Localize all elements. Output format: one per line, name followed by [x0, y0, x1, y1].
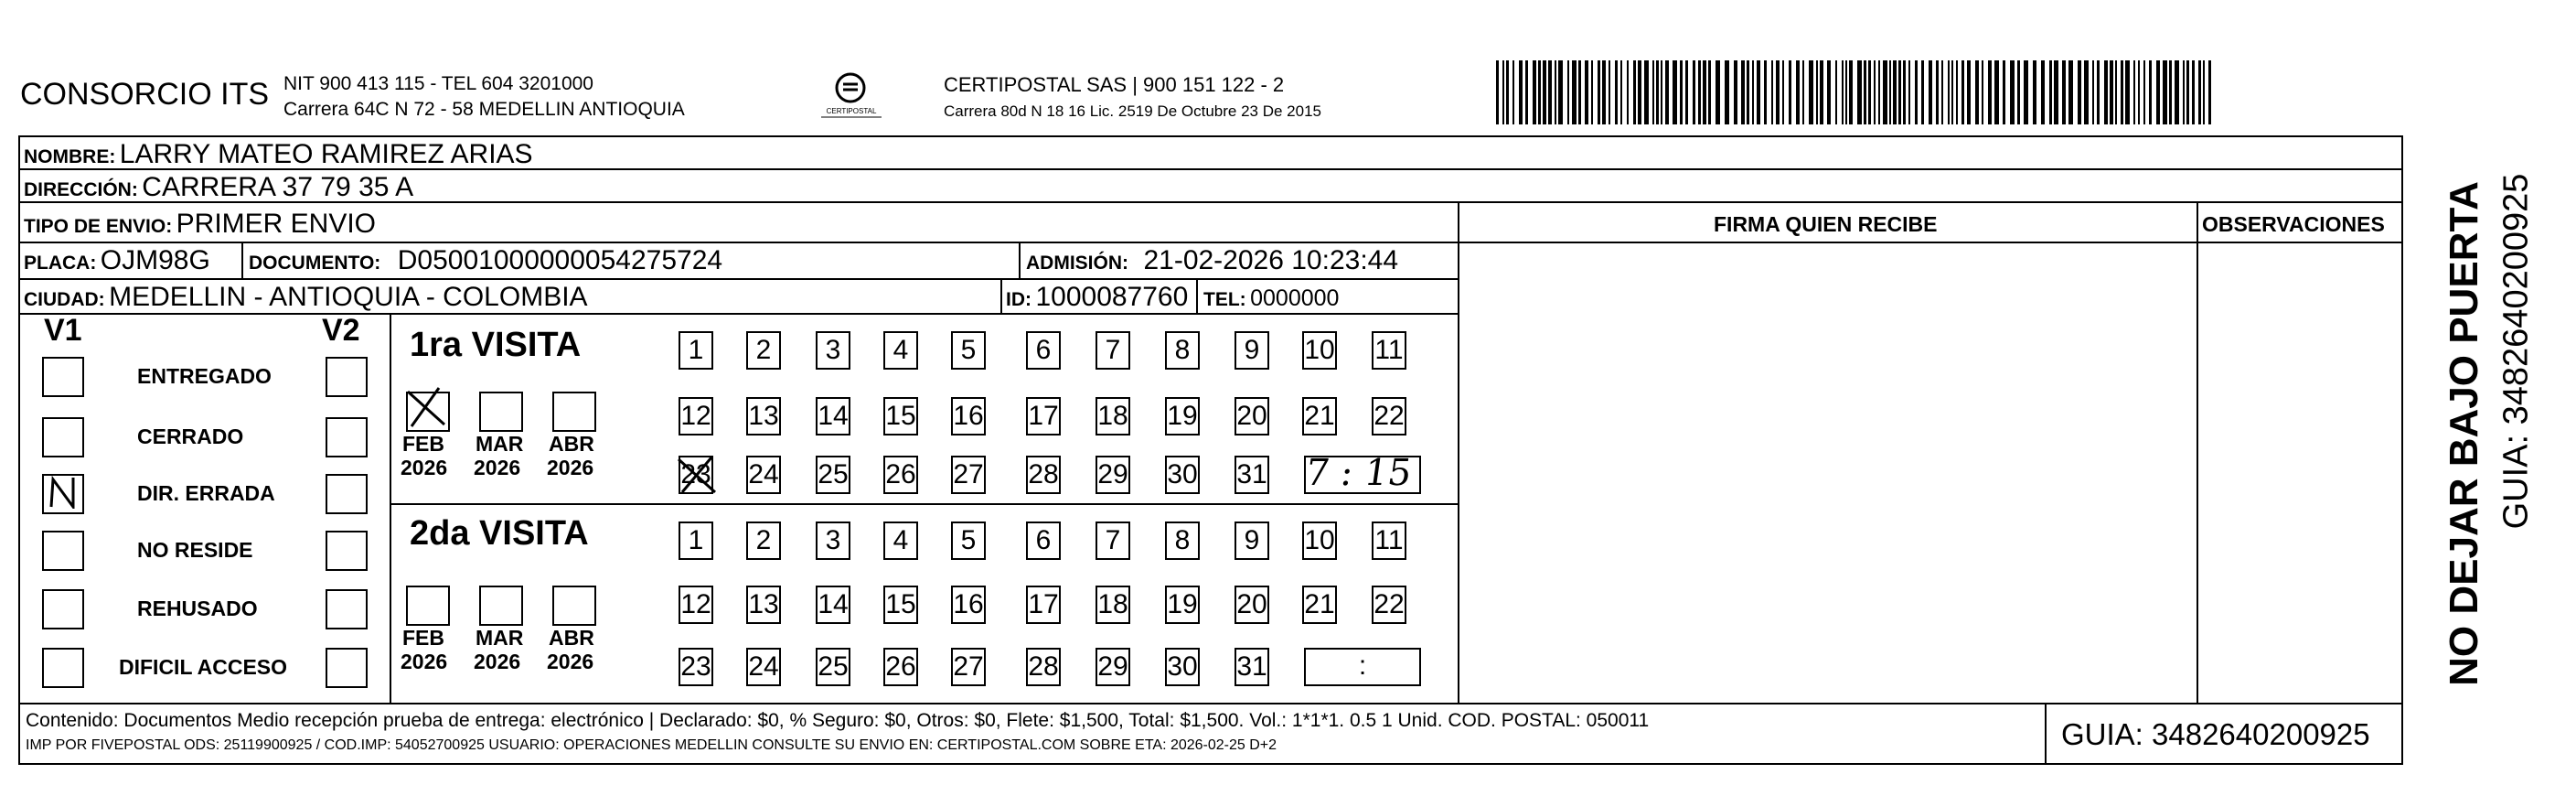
first-visit-day-31[interactable]: 31 [1235, 456, 1269, 494]
first-visit-day-19[interactable]: 19 [1165, 397, 1200, 436]
first-visit-day-20[interactable]: 20 [1235, 397, 1269, 436]
first-visit-day-12[interactable]: 12 [679, 397, 713, 436]
second-visit-day-28[interactable]: 28 [1026, 648, 1061, 686]
barcode [1492, 60, 2220, 124]
direccion-label: DIRECCIÓN: [24, 179, 138, 200]
carrier-line-1: CERTIPOSTAL SAS | 900 151 122 - 2 [944, 73, 1285, 96]
second-visit-month-mar-checkbox[interactable] [479, 586, 523, 626]
second-visit-day-1[interactable]: 1 [679, 522, 713, 560]
second-visit-day-3[interactable]: 3 [816, 522, 850, 560]
second-visit-day-7[interactable]: 7 [1096, 522, 1130, 560]
second-visit-year-label: 2026 [401, 650, 448, 673]
second-visit-day-8[interactable]: 8 [1165, 522, 1200, 560]
nombre-label: NOMBRE: [24, 146, 116, 167]
second-visit-day-25[interactable]: 25 [816, 648, 850, 686]
ciudad-value: MEDELLIN - ANTIOQUIA - COLOMBIA [109, 282, 588, 312]
second-visit-day-18[interactable]: 18 [1096, 586, 1130, 624]
first-visit-day-28[interactable]: 28 [1026, 456, 1061, 494]
first-visit-day-30[interactable]: 30 [1165, 456, 1200, 494]
second-visit-day-5[interactable]: 5 [951, 522, 986, 560]
nit-line: NIT 900 413 115 - TEL 604 3201000 [283, 73, 593, 94]
second-visit-day-13[interactable]: 13 [746, 586, 781, 624]
first-visit-day-22[interactable]: 22 [1372, 397, 1406, 436]
second-visit-day-24[interactable]: 24 [746, 648, 781, 686]
first-visit-day-15[interactable]: 15 [883, 397, 918, 436]
tel-value: 0000000 [1250, 285, 1340, 311]
admision-label: ADMISIÓN: [1026, 253, 1128, 274]
v2-checkbox[interactable] [326, 474, 368, 514]
placa-label: PLACA: [24, 253, 97, 274]
second-visit-day-22[interactable]: 22 [1372, 586, 1406, 624]
first-visit-day-18[interactable]: 18 [1096, 397, 1130, 436]
first-visit-day-4[interactable]: 4 [883, 331, 918, 370]
logo-text: CERTIPOSTAL [826, 107, 877, 115]
second-visit-day-30[interactable]: 30 [1165, 648, 1200, 686]
v2-checkbox[interactable] [326, 531, 368, 571]
v2-checkbox[interactable] [326, 589, 368, 629]
second-visit-day-27[interactable]: 27 [951, 648, 986, 686]
first-visit-month-label: ABR [549, 432, 594, 456]
first-visit-year-label: 2026 [474, 456, 521, 479]
second-visit-month-label: MAR [476, 626, 524, 650]
second-visit-day-21[interactable]: 21 [1302, 586, 1337, 624]
first-visit-day-16[interactable]: 16 [951, 397, 986, 436]
first-visit-day-7[interactable]: 7 [1096, 331, 1130, 370]
status-label: CERRADO [137, 425, 244, 448]
first-visit-day-21[interactable]: 21 [1302, 397, 1337, 436]
second-visit-day-6[interactable]: 6 [1026, 522, 1061, 560]
second-visit-day-17[interactable]: 17 [1026, 586, 1061, 624]
company-name: CONSORCIO ITS [20, 77, 270, 112]
v2-checkbox[interactable] [326, 357, 368, 397]
first-visit-day-17[interactable]: 17 [1026, 397, 1061, 436]
footer-guia: GUIA: 3482640200925 [2061, 717, 2370, 751]
first-visit-day-10[interactable]: 10 [1302, 331, 1337, 370]
first-visit-month-abr-checkbox[interactable] [552, 392, 596, 432]
first-visit-day-6[interactable]: 6 [1026, 331, 1061, 370]
first-visit-day-27[interactable]: 27 [951, 456, 986, 494]
second-visit-year-label: 2026 [547, 650, 594, 673]
tipo-envio-value: PRIMER ENVIO [176, 209, 377, 239]
v1-checkbox[interactable] [42, 417, 84, 457]
ciudad-label: CIUDAD: [24, 289, 105, 310]
v1-checkbox[interactable] [42, 589, 84, 629]
carrier-line-2: Carrera 80d N 18 16 Lic. 2519 De Octubre 23 De 2015 [944, 102, 1321, 120]
footer-imp: IMP POR FIVEPOSTAL ODS: 25119900925 / COD.IMP: 54052700925 USUARIO: OPERACIONES MEDELLIN CONSULTE SU ENVIO EN: CERTIPOSTAL.COM SOBRE ETA: 2026-02-25 D+2 [26, 737, 1277, 753]
second-visit-day-26[interactable]: 26 [883, 648, 918, 686]
v1-checkbox[interactable] [42, 648, 84, 688]
second-visit-day-29[interactable]: 29 [1096, 648, 1130, 686]
id-label: ID: [1006, 289, 1031, 310]
second-visit-month-abr-checkbox[interactable] [552, 586, 596, 626]
second-visit-time-box[interactable]: : [1304, 648, 1421, 686]
placa-value: OJM98G [100, 245, 210, 275]
second-visit-day-2[interactable]: 2 [746, 522, 781, 560]
certipostal-logo-icon [810, 70, 893, 121]
side-warning: NO DEJAR BAJO PUERTA [2442, 181, 2486, 686]
tel-label: TEL: [1203, 289, 1246, 310]
second-visit-day-9[interactable]: 9 [1235, 522, 1269, 560]
first-visit-day-9[interactable]: 9 [1235, 331, 1269, 370]
second-visit-title: 2da VISITA [410, 514, 589, 553]
nombre-value: LARRY MATEO RAMIREZ ARIAS [119, 139, 533, 169]
second-visit-day-11[interactable]: 11 [1372, 522, 1406, 560]
first-visit-day-29[interactable]: 29 [1096, 456, 1130, 494]
v2-header: V2 [322, 313, 360, 348]
handwritten-time: 7 : 15 [1302, 452, 1415, 494]
status-label: DIR. ERRADA [137, 481, 275, 505]
status-label: DIFICIL ACCESO [119, 655, 288, 679]
first-visit-day-3[interactable]: 3 [816, 331, 850, 370]
second-visit-month-label: ABR [549, 626, 594, 650]
first-visit-month-label: FEB [402, 432, 444, 456]
tipo-envio-label: TIPO DE ENVIO: [24, 216, 173, 237]
footer-contenido: Contenido: Documentos Medio recepción prueba de entrega: electrónico | Declarado: $0, % Seguro: $0, Otros: $0, Flete: $1,500, Total: $1,500. Vol.: 1*1*1. 0.5 1 Unid. COD. POSTAL: 050011 [26, 710, 1650, 731]
first-visit-day-14[interactable]: 14 [816, 397, 850, 436]
first-visit-day-11[interactable]: 11 [1372, 331, 1406, 370]
second-visit-day-19[interactable]: 19 [1165, 586, 1200, 624]
documento-value: D05001000000054275724 [397, 245, 723, 275]
feb-cross-mark-icon [402, 384, 450, 430]
first-visit-day-2[interactable]: 2 [746, 331, 781, 370]
firma-header: FIRMA QUIEN RECIBE [1714, 212, 1938, 236]
first-visit-month-mar-checkbox[interactable] [479, 392, 523, 432]
second-visit-year-label: 2026 [474, 650, 521, 673]
first-visit-year-label: 2026 [401, 456, 448, 479]
first-visit-year-label: 2026 [547, 456, 594, 479]
first-visit-day-26[interactable]: 26 [883, 456, 918, 494]
status-label: REHUSADO [137, 597, 258, 620]
v2-checkbox[interactable] [326, 417, 368, 457]
second-visit-day-10[interactable]: 10 [1302, 522, 1337, 560]
first-visit-day-13[interactable]: 13 [746, 397, 781, 436]
second-visit-month-label: FEB [402, 626, 444, 650]
second-visit-day-4[interactable]: 4 [883, 522, 918, 560]
second-visit-day-23[interactable]: 23 [679, 648, 713, 686]
first-visit-title: 1ra VISITA [410, 326, 582, 364]
company-address: Carrera 64C N 72 - 58 MEDELLIN ANTIOQUIA [283, 99, 685, 120]
first-visit-day-24[interactable]: 24 [746, 456, 781, 494]
v1-checkbox[interactable] [42, 531, 84, 571]
second-visit-day-31[interactable]: 31 [1235, 648, 1269, 686]
observaciones-header: OBSERVACIONES [2202, 212, 2385, 236]
first-visit-day-25[interactable]: 25 [816, 456, 850, 494]
documento-label: DOCUMENTO: [249, 253, 381, 274]
second-visit-day-15[interactable]: 15 [883, 586, 918, 624]
first-visit-month-label: MAR [476, 432, 524, 456]
first-visit-day-8[interactable]: 8 [1165, 331, 1200, 370]
second-visit-day-20[interactable]: 20 [1235, 586, 1269, 624]
second-visit-day-14[interactable]: 14 [816, 586, 850, 624]
v1-checkbox[interactable] [42, 357, 84, 397]
status-label: NO RESIDE [137, 538, 253, 562]
second-visit-month-feb-checkbox[interactable] [406, 586, 450, 626]
direccion-value: CARRERA 37 79 35 A [142, 172, 414, 202]
day-23-cross-mark-icon [675, 454, 719, 496]
id-value: 1000087760 [1035, 282, 1189, 312]
second-visit-day-12[interactable]: 12 [679, 586, 713, 624]
v1-header: V1 [44, 313, 82, 348]
v2-checkbox[interactable] [326, 648, 368, 688]
second-visit-day-16[interactable]: 16 [951, 586, 986, 624]
first-visit-day-1[interactable]: 1 [679, 331, 713, 370]
first-visit-day-23[interactable]: 23 [679, 456, 713, 494]
status-label: ENTREGADO [137, 364, 272, 388]
handwritten-mark-icon [46, 476, 79, 509]
first-visit-day-5[interactable]: 5 [951, 331, 986, 370]
admision-value: 21-02-2026 10:23:44 [1143, 245, 1399, 275]
side-guia: GUIA: 3482640200925 [2496, 173, 2536, 530]
